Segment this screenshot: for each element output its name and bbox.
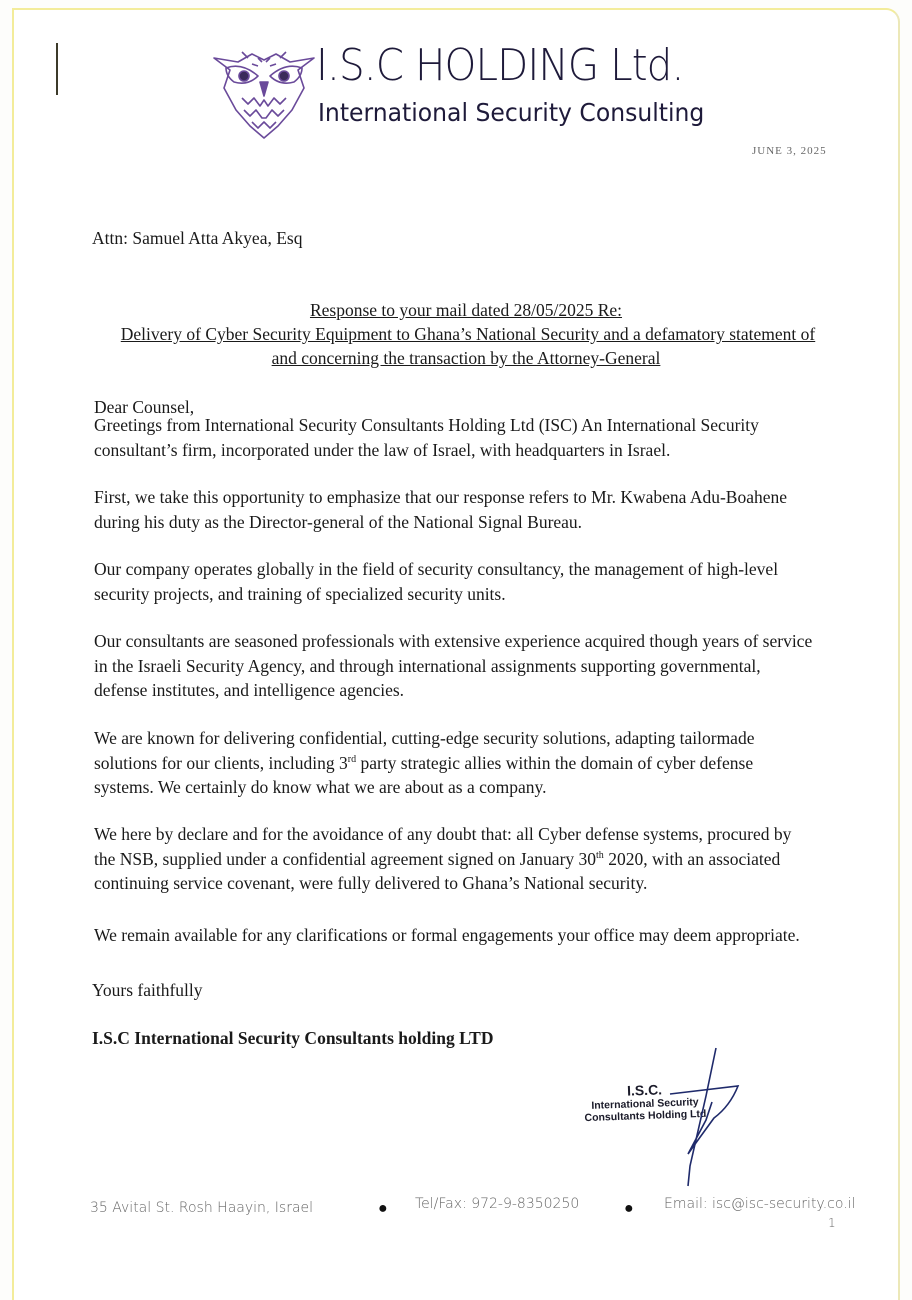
stamp-line: International Security xyxy=(591,1096,699,1112)
paragraph-line: We are known for delivering confidential, cutting-edge security solutions, adapting tailormade xyxy=(94,728,755,748)
company-name: I.S.C HOLDING Ltd. xyxy=(316,40,684,91)
ordinal-suffix: rd xyxy=(347,753,357,765)
page-number: 1 xyxy=(828,1216,836,1230)
paragraph-line: Greetings from International Security Consultants Holding Ltd (ISC) An International Security xyxy=(94,415,759,435)
paragraph-line: Our consultants are seasoned professionals with extensive experience acquired though years of service xyxy=(94,631,813,651)
subject-line-2: Delivery of Cyber Security Equipment to Ghana’s National Security and a defamatory statement of xyxy=(120,324,816,344)
paragraph-consultants xyxy=(94,629,812,703)
paragraph-line: systems. We certainly do know what we are about as a company. xyxy=(94,777,547,797)
closing: Yours faithfully xyxy=(92,980,203,1000)
paragraph-line: First, we take this opportunity to emphasize that our response refers to Mr. Kwabena Adu-Boahene xyxy=(94,487,788,507)
margin-mark xyxy=(56,43,58,95)
footer-address: 35 Avital St. Rosh Haayin, Israel xyxy=(90,1200,314,1216)
paragraph-line xyxy=(94,847,791,872)
bullet-icon: ● xyxy=(378,1198,388,1217)
signature-icon xyxy=(660,1046,750,1190)
paragraph-availability xyxy=(94,923,800,948)
bullet-icon: ● xyxy=(624,1198,634,1217)
company-tagline: International Security Consulting xyxy=(318,98,705,127)
paragraph-reference xyxy=(94,485,787,534)
stamp-line: Consultants Holding Ltd xyxy=(584,1107,707,1125)
stamp-line: I.S.C. xyxy=(626,1081,663,1099)
attention-line: Attn: Samuel Atta Akyea, Esq xyxy=(92,228,303,248)
paragraph-line: Our company operates globally in the field of security consultancy, the management of high-level xyxy=(94,559,779,579)
subject-block xyxy=(0,298,912,370)
ordinal-suffix: th xyxy=(596,849,604,861)
text-run: the NSB, supplied under a confidential agreement signed on January 30 xyxy=(94,848,597,869)
letterhead xyxy=(212,40,732,144)
signatory-company: I.S.C International Security Consultants holding LTD xyxy=(92,1028,494,1048)
paragraph-line: consultant’s firm, incorporated under the law of Israel, with headquarters in Israel. xyxy=(94,439,671,460)
footer xyxy=(0,1196,912,1236)
paragraph-declaration xyxy=(94,822,791,896)
text-run: 2020, with an associated xyxy=(603,848,781,869)
paragraph-line: during his duty as the Director-general of the National Signal Bureau. xyxy=(94,511,583,532)
text-run: solutions for our clients, including 3 xyxy=(94,752,348,773)
paragraph-solutions xyxy=(94,726,754,800)
paragraph-greeting xyxy=(94,413,759,462)
paragraph-line: continuing service covenant, were fully delivered to Ghana’s National security. xyxy=(94,873,648,893)
paragraph-line: security projects, and training of specialized security units. xyxy=(94,583,506,604)
paragraph-line: We here by declare and for the avoidance of any doubt that: all Cyber defense systems, procured by xyxy=(94,824,792,844)
paragraph-line: defense institutes, and intelligence agencies. xyxy=(94,680,405,700)
subject-line-1: Response to your mail dated 28/05/2025 Re: xyxy=(309,300,623,320)
footer-email: Email: isc@isc-security.co.il xyxy=(664,1196,856,1212)
letter-date: JUNE 3, 2025 xyxy=(752,145,827,157)
paragraph-line: in the Israeli Security Agency, and through international assignments supporting governmental, xyxy=(94,655,761,676)
subject-line-3: and concerning the transaction by the Attorney-General xyxy=(271,348,661,368)
paragraph-line xyxy=(94,751,754,776)
paragraph-operations xyxy=(94,557,778,606)
salutation: Dear Counsel, xyxy=(94,397,195,417)
owl-icon xyxy=(212,48,316,140)
paragraph-line: We remain available for any clarifications or formal engagements your office may deem appropriate. xyxy=(94,925,800,945)
footer-tel-fax: Tel/Fax: 972-9-8350250 xyxy=(415,1196,580,1212)
text-run: party strategic allies within the domain of cyber defense xyxy=(356,752,754,773)
